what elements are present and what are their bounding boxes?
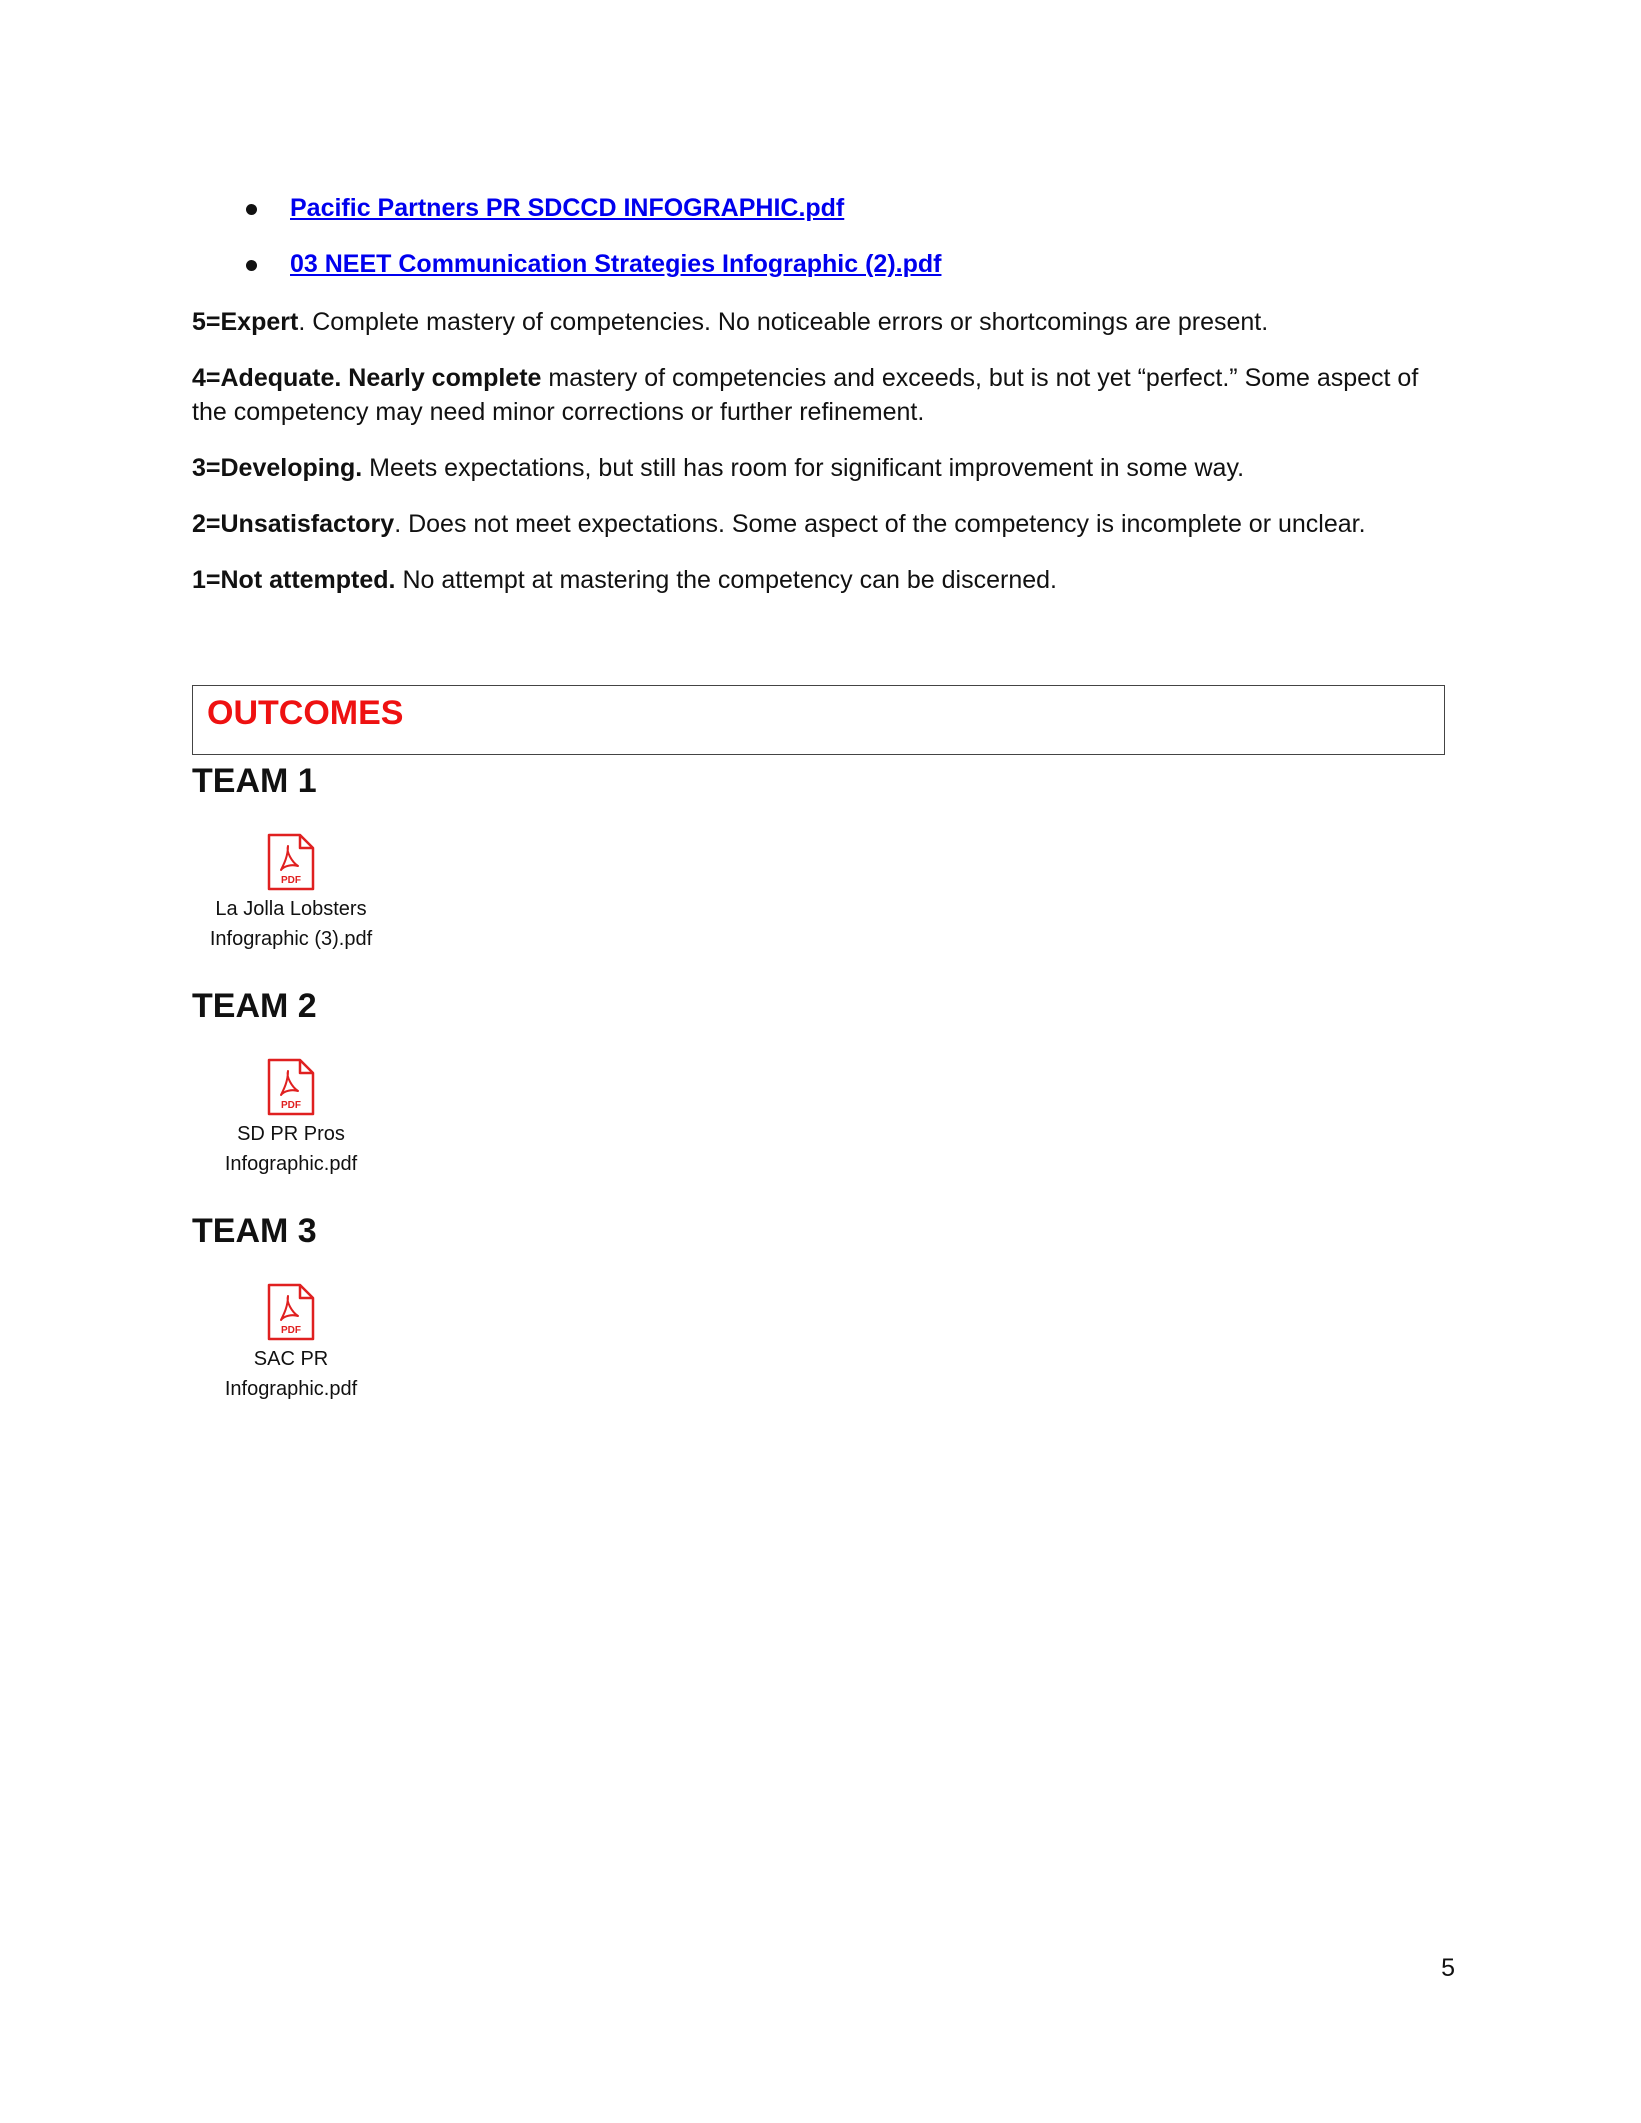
rubric-level-5: [192, 305, 1452, 339]
rubric-level-2: [192, 507, 1452, 541]
filename-line: La Jolla Lobsters: [215, 898, 367, 920]
rubric-level-description: mastery of competencies and exceeds, but is not yet “perfect.” Some aspect of the competency may need minor corrections or further refinement.: [192, 364, 1419, 426]
rubric-level-label: 4=Adequate. Nearly complete: [192, 364, 542, 392]
filename-line: SAC PR: [253, 1348, 329, 1370]
attachment-filename: [181, 1344, 401, 1404]
bullet-dot-icon: [246, 260, 257, 271]
filename-line: Infographic.pdf: [224, 1378, 358, 1400]
rubric-level-label: 2=Unsatisfactory: [192, 510, 395, 538]
team-3-attachment[interactable]: [181, 1282, 401, 1404]
pdf-badge-text: PDF: [281, 1100, 301, 1111]
team-1-attachment[interactable]: [181, 832, 401, 954]
team-2-heading: TEAM 2: [192, 987, 317, 1025]
bullet-dot-icon: [246, 204, 257, 215]
pdf-badge-text: PDF: [281, 1325, 301, 1336]
rubric-level-description: . Does not meet expectations. Some aspect of the competency is incomplete or unclear.: [394, 510, 1366, 538]
rubric-level-1: [192, 563, 1452, 597]
pdf-file-icon: [266, 832, 316, 892]
page-number: 5: [1441, 1954, 1455, 1982]
infographic-link[interactable]: 03 NEET Communication Strategies Infographic (2).pdf: [290, 250, 942, 278]
rubric-level-label: 1=Not attempted.: [192, 566, 396, 594]
team-2-attachment[interactable]: [181, 1057, 401, 1179]
team-1-heading: TEAM 1: [192, 762, 317, 800]
team-3-heading: TEAM 3: [192, 1212, 317, 1250]
pdf-badge-text: PDF: [281, 875, 301, 886]
rubric-level-description: No attempt at mastering the competency can be discerned.: [395, 566, 1057, 594]
filename-line: Infographic (3).pdf: [209, 928, 373, 950]
rubric-level-label: 5=Expert: [192, 308, 299, 336]
rubric-level-4: [192, 361, 1452, 429]
rubric-level-description: Meets expectations, but still has room for significant improvement in some way.: [362, 454, 1245, 482]
outcomes-heading-box: [192, 685, 1445, 755]
rubric-level-label: 3=Developing.: [192, 454, 363, 482]
pdf-file-icon: [266, 1282, 316, 1342]
attachment-filename: [181, 894, 401, 954]
bullet-list-item: [290, 194, 844, 223]
infographic-link[interactable]: Pacific Partners PR SDCCD INFOGRAPHIC.pdf: [290, 194, 845, 222]
filename-line: Infographic.pdf: [224, 1153, 358, 1175]
filename-line: SD PR Pros: [237, 1123, 345, 1145]
bullet-list-item: [290, 250, 941, 279]
outcomes-title: OUTCOMES: [207, 694, 404, 732]
attachment-filename: [181, 1119, 401, 1179]
rubric-level-3: [192, 451, 1452, 485]
pdf-file-icon: [266, 1057, 316, 1117]
rubric-level-description: . Complete mastery of competencies. No noticeable errors or shortcomings are present.: [298, 308, 1269, 336]
